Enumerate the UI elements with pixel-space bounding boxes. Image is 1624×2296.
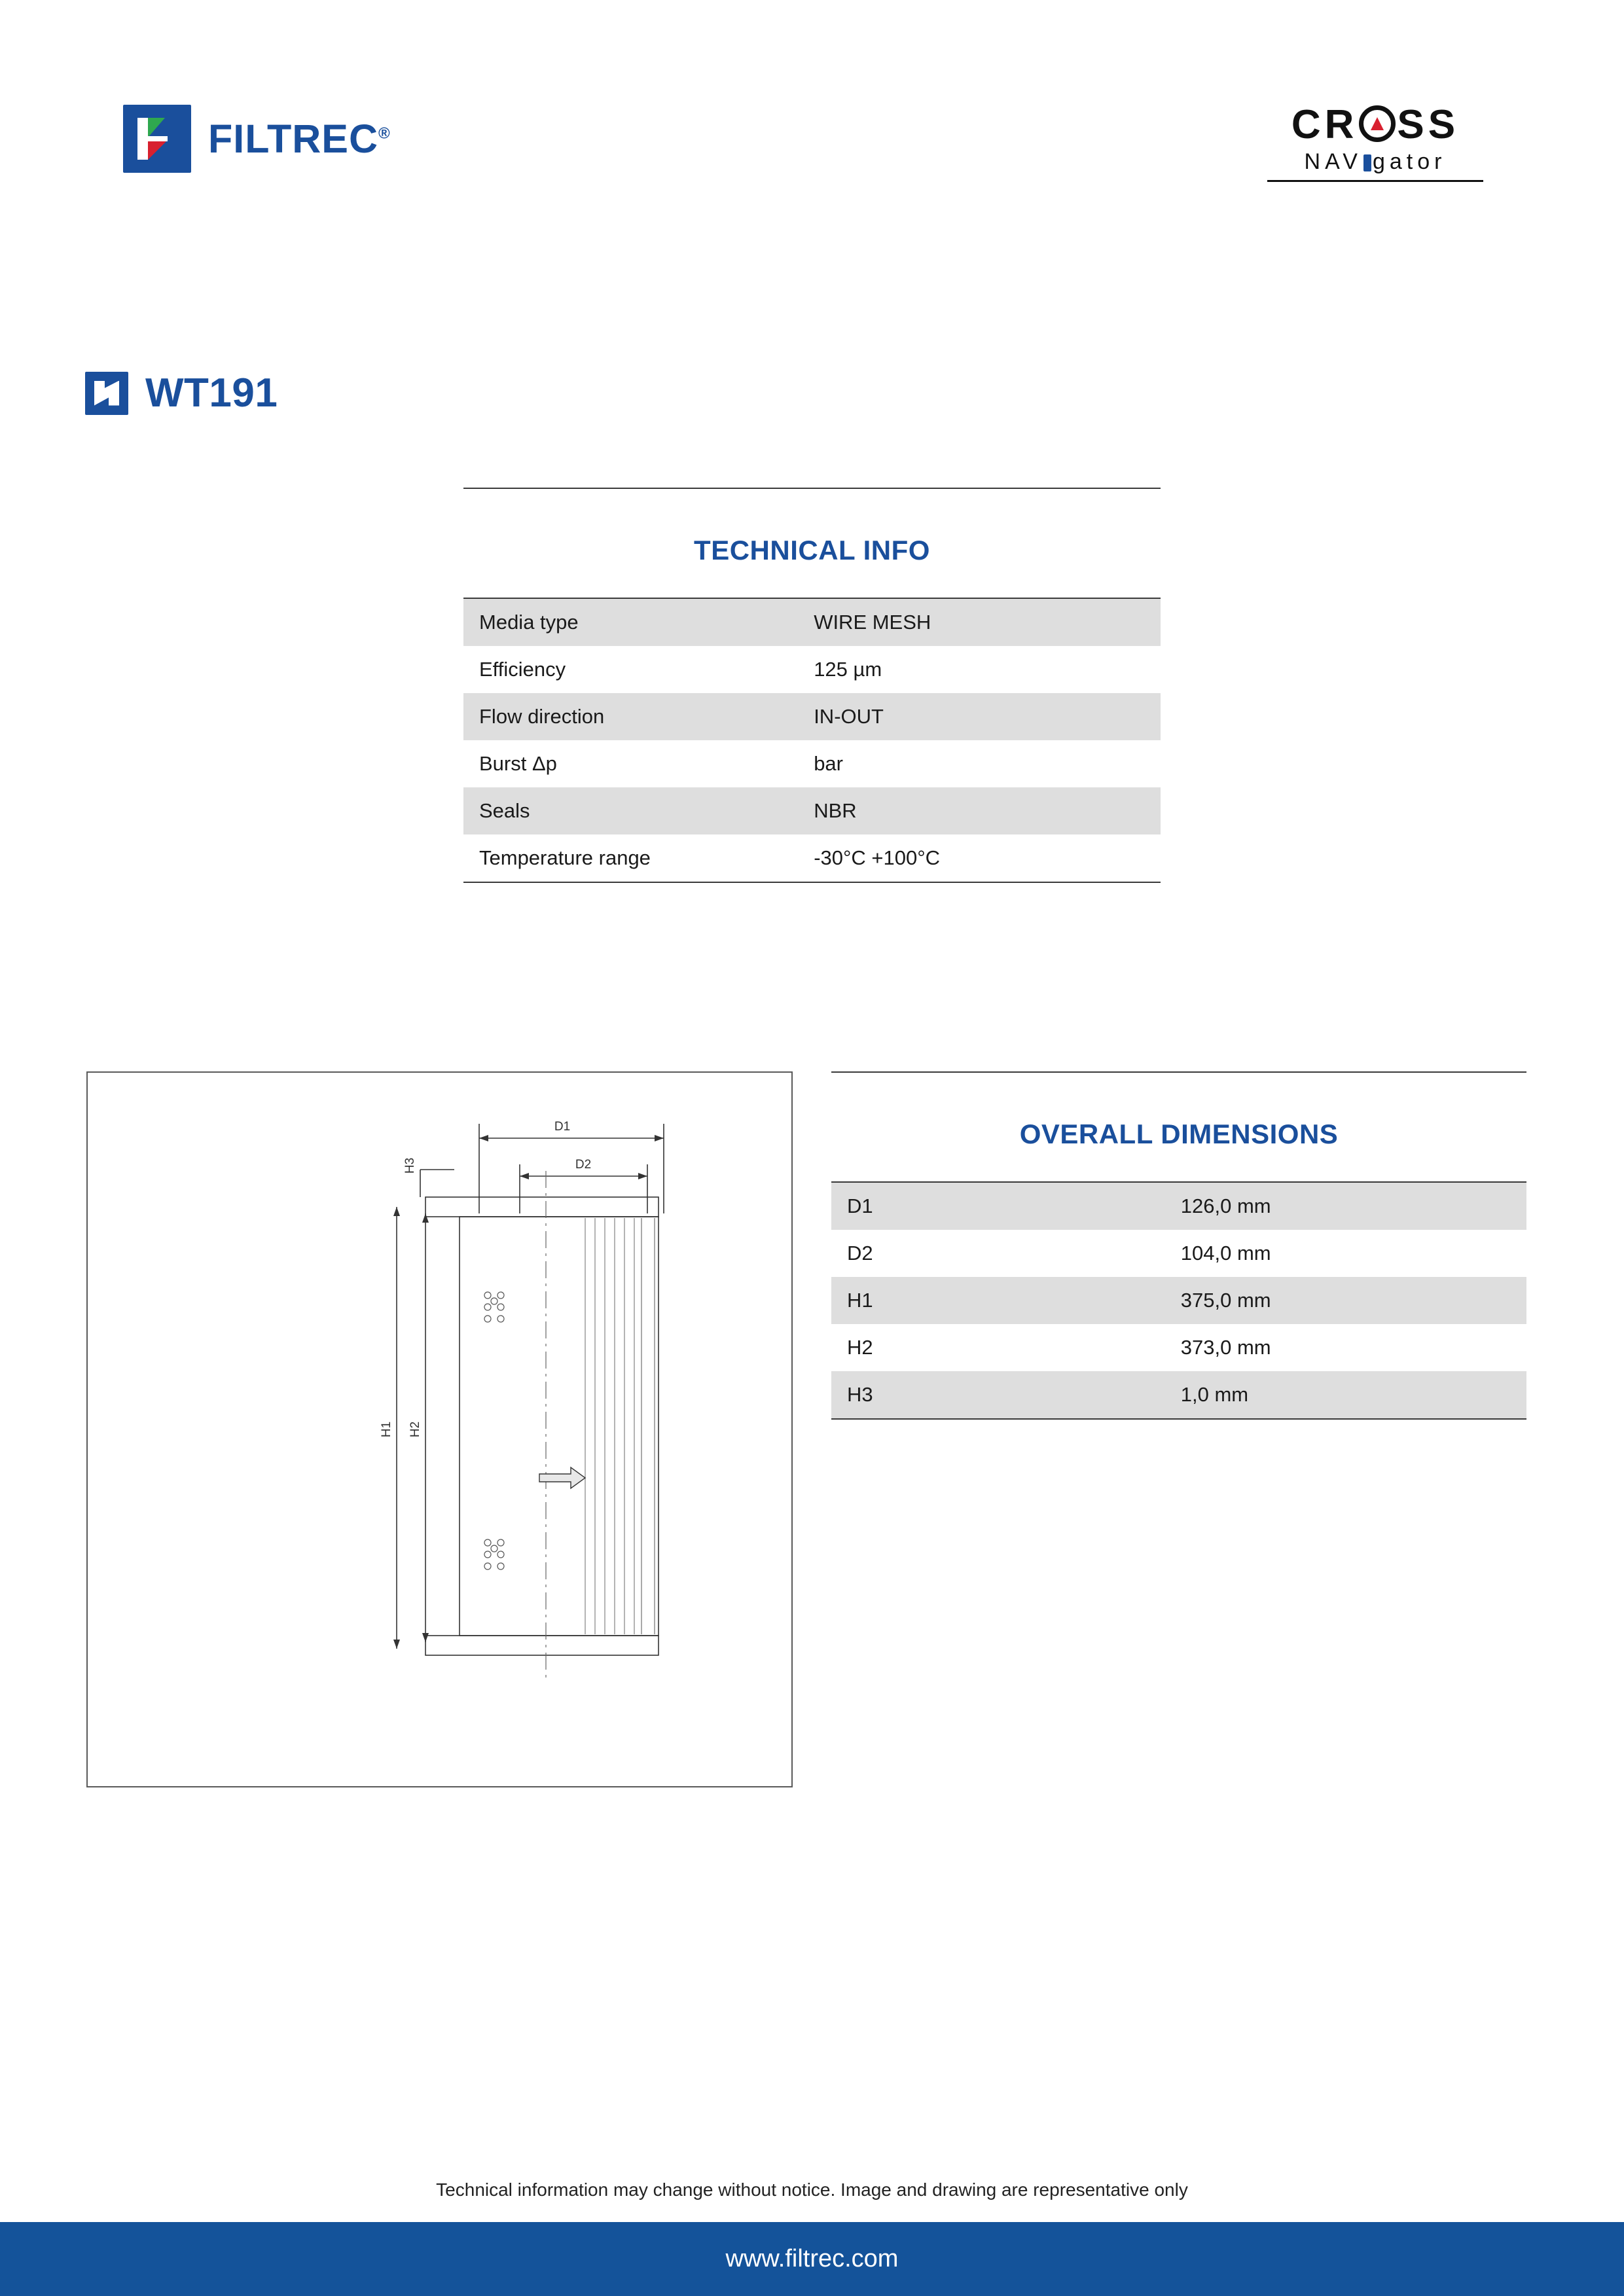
cross-navigator-nav-text — [1244, 149, 1506, 175]
filtrec-logo-text — [208, 116, 391, 162]
dim-key-d1: D1 — [831, 1182, 1165, 1230]
tech-value-temperature-range: -30°C +100°C — [798, 834, 1161, 882]
dim-key-h3: H3 — [831, 1371, 1165, 1419]
cross-text-part2: SS — [1397, 102, 1460, 147]
dim-key-h2: H2 — [847, 1336, 873, 1359]
table-row — [831, 1277, 1526, 1324]
footer-website-bar — [0, 2222, 1624, 2296]
overall-dimensions-heading: OVERALL DIMENSIONS — [1019, 1119, 1339, 1149]
overall-dimensions-table — [831, 1181, 1526, 1420]
tech-key-efficiency: Efficiency — [479, 658, 566, 681]
nav-text-part2: gator — [1372, 149, 1447, 174]
overall-dimensions-section — [831, 1071, 1526, 1420]
page-header — [0, 102, 1624, 236]
footer-website-link[interactable]: www.filtrec.com — [725, 2245, 899, 2272]
table-row — [463, 740, 1161, 787]
tech-value-media-type: WIRE MESH — [798, 598, 1161, 646]
technical-info-heading: TECHNICAL INFO — [694, 535, 930, 565]
registered-mark: ® — [378, 124, 391, 143]
drawing-label-h2: H2 — [408, 1421, 422, 1438]
tech-key-flow-direction: Flow direction — [463, 693, 798, 740]
tech-key-seals: Seals — [463, 787, 798, 834]
technical-info-table — [463, 598, 1161, 883]
dim-value-h1: 375,0 mm — [1165, 1277, 1526, 1324]
overall-dimensions-top-rule — [831, 1071, 1526, 1073]
compass-icon — [1359, 105, 1396, 142]
cross-text-part1: CR — [1291, 102, 1358, 147]
product-icon — [85, 372, 128, 415]
table-row — [463, 834, 1161, 882]
filtrec-wordmark: FILTREC — [208, 117, 378, 161]
table-row — [831, 1324, 1526, 1371]
drawing-label-h3: H3 — [403, 1157, 417, 1174]
tech-value-seals: NBR — [798, 787, 1161, 834]
nav-text-part1: NAV — [1304, 149, 1362, 174]
table-row — [831, 1230, 1526, 1277]
technical-info-section — [463, 488, 1161, 883]
dim-value-d1: 126,0 mm — [1165, 1182, 1526, 1230]
filtrec-logo — [123, 105, 391, 173]
cross-navigator-cross-text — [1291, 102, 1460, 147]
product-drawing — [86, 1071, 793, 1787]
tech-value-flow-direction: IN-OUT — [798, 693, 1161, 740]
tech-value-efficiency: 125 µm — [814, 658, 882, 681]
drawing-label-h1: H1 — [380, 1421, 393, 1438]
map-pin-icon — [1363, 154, 1371, 171]
dim-value-h2: 373,0 mm — [1180, 1336, 1271, 1359]
table-row — [831, 1182, 1526, 1230]
drawing-label-d1: D1 — [554, 1120, 571, 1134]
drawing-label-d2: D2 — [575, 1158, 592, 1172]
cross-navigator-logo — [1244, 102, 1506, 182]
tech-key-media-type: Media type — [463, 598, 798, 646]
table-row — [463, 646, 1161, 693]
dim-value-d2: 104,0 mm — [1180, 1242, 1271, 1265]
tech-key-temperature-range: Temperature range — [463, 834, 798, 882]
dim-value-h3: 1,0 mm — [1165, 1371, 1526, 1419]
table-row — [463, 787, 1161, 834]
dim-key-h1: H1 — [831, 1277, 1165, 1324]
tech-value-burst-dp: bar — [814, 752, 843, 775]
page-title — [85, 370, 278, 416]
table-row — [831, 1371, 1526, 1419]
dim-key-d2: D2 — [847, 1242, 873, 1265]
filtrec-logo-icon — [123, 105, 191, 173]
tech-key-burst-dp: Burst Δp — [479, 752, 557, 775]
table-row — [463, 693, 1161, 740]
technical-info-top-rule — [463, 488, 1161, 489]
table-row — [463, 598, 1161, 646]
footer-disclaimer: Technical information may change without notice. Image and drawing are representative only — [436, 2179, 1188, 2200]
cross-navigator-underline — [1267, 180, 1483, 182]
product-title-text: WT191 — [145, 370, 278, 416]
product-drawing-svg — [88, 1073, 791, 1786]
